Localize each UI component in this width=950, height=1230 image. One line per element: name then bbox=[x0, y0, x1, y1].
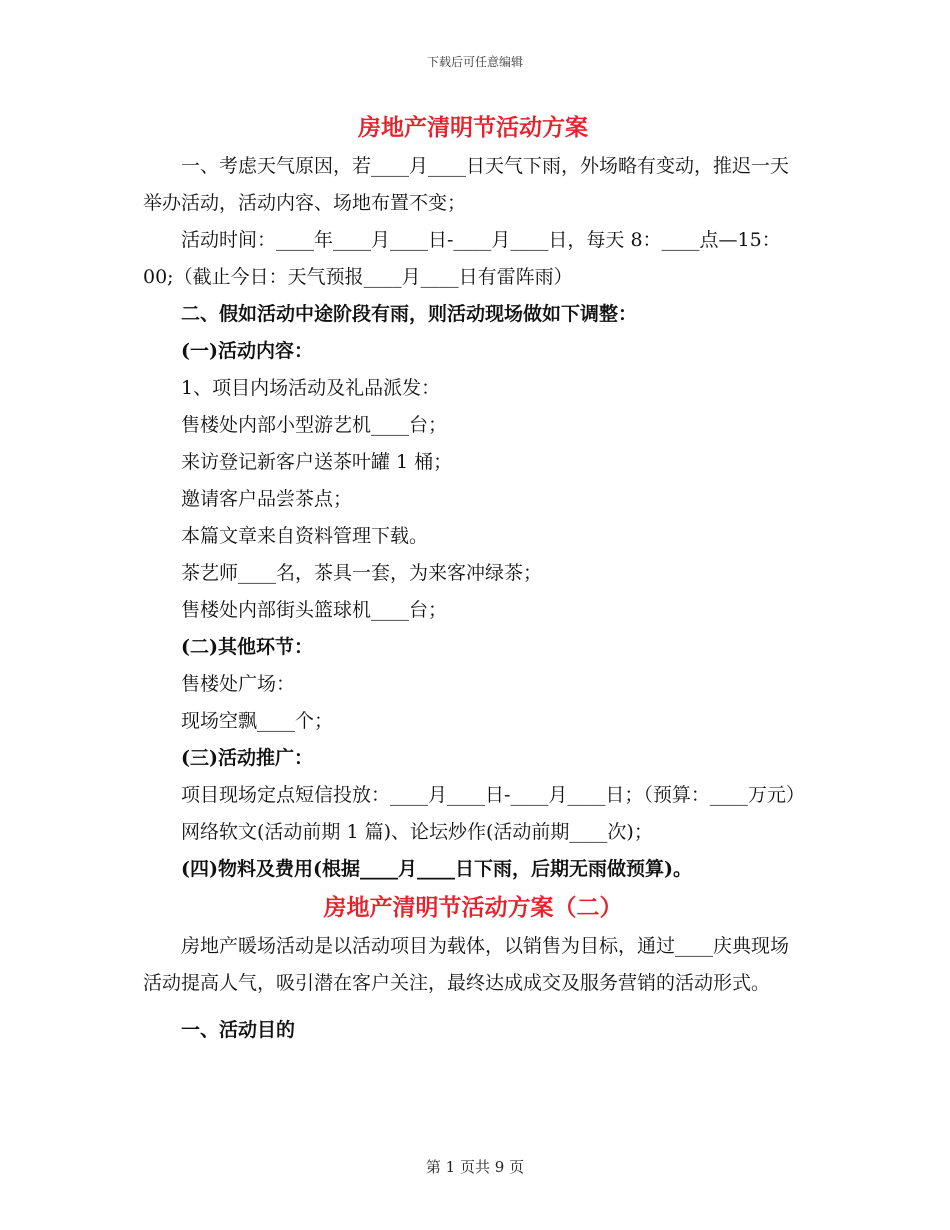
document-title: 房地产清明节活动方案 bbox=[358, 114, 588, 141]
subheading-promotion: (三)活动推广： bbox=[181, 747, 313, 769]
page-footer: 第 1 页共 9 页 bbox=[425, 1158, 525, 1176]
page-header: 下载后可任意编辑 bbox=[426, 55, 523, 69]
list-item: 售楼处内部小型游艺机____台； bbox=[181, 414, 448, 436]
subheading-other: (二)其他环节： bbox=[181, 636, 313, 658]
list-item: 1、项目内场活动及礼品派发： bbox=[181, 377, 441, 399]
subheading-materials: (四)物料及费用(根据____月____日下雨，后期无雨做预算)。 bbox=[181, 858, 692, 880]
section-heading-rain-adjust: 二、假如活动中途阶段有雨，则活动现场做如下调整： bbox=[181, 303, 638, 325]
subheading-activity-content: (一)活动内容： bbox=[181, 340, 313, 362]
paragraph-intro: 房地产暖场活动是以活动项目为载体，以销售为目标，通过____庆典现场活动提高人气，吸引潜在客户关注，最终达成成交及服务营销的活动形式。 bbox=[143, 935, 790, 994]
list-item: 来访登记新客户送茶叶罐 1 桶； bbox=[181, 451, 453, 473]
list-item: 邀请客户品尝茶点； bbox=[181, 488, 353, 510]
list-item: 售楼处广场： bbox=[181, 673, 296, 695]
paragraph-weather: 一、考虑天气原因，若____月____日天气下雨，外场略有变动，推迟一天举办活动，活动内容、场地布置不变； bbox=[143, 155, 790, 214]
list-item: 本篇文章来自资料管理下载。 bbox=[181, 525, 429, 547]
list-item: 售楼处内部街头篮球机____台； bbox=[181, 599, 448, 621]
section-heading-purpose: 一、活动目的 bbox=[181, 1019, 296, 1041]
list-item: 茶艺师____名，茶具一套，为来客冲绿茶； bbox=[181, 562, 543, 584]
list-item: 项目现场定点短信投放：____月____日-____月____日；（预算：____万元） bbox=[181, 784, 805, 806]
list-item: 现场空飘____个； bbox=[181, 710, 334, 732]
paragraph-activity-time: 活动时间：____年____月____日-____月____日，每天 8：____点—15：00;（截止今日：天气预报____月____日有雷阵雨） bbox=[143, 229, 781, 288]
section-title-2: 房地产清明节活动方案（二） bbox=[323, 894, 623, 921]
document-body bbox=[143, 108, 803, 1049]
list-item: 网络软文(活动前期 1 篇)、论坛炒作(活动前期____次)； bbox=[181, 821, 653, 843]
